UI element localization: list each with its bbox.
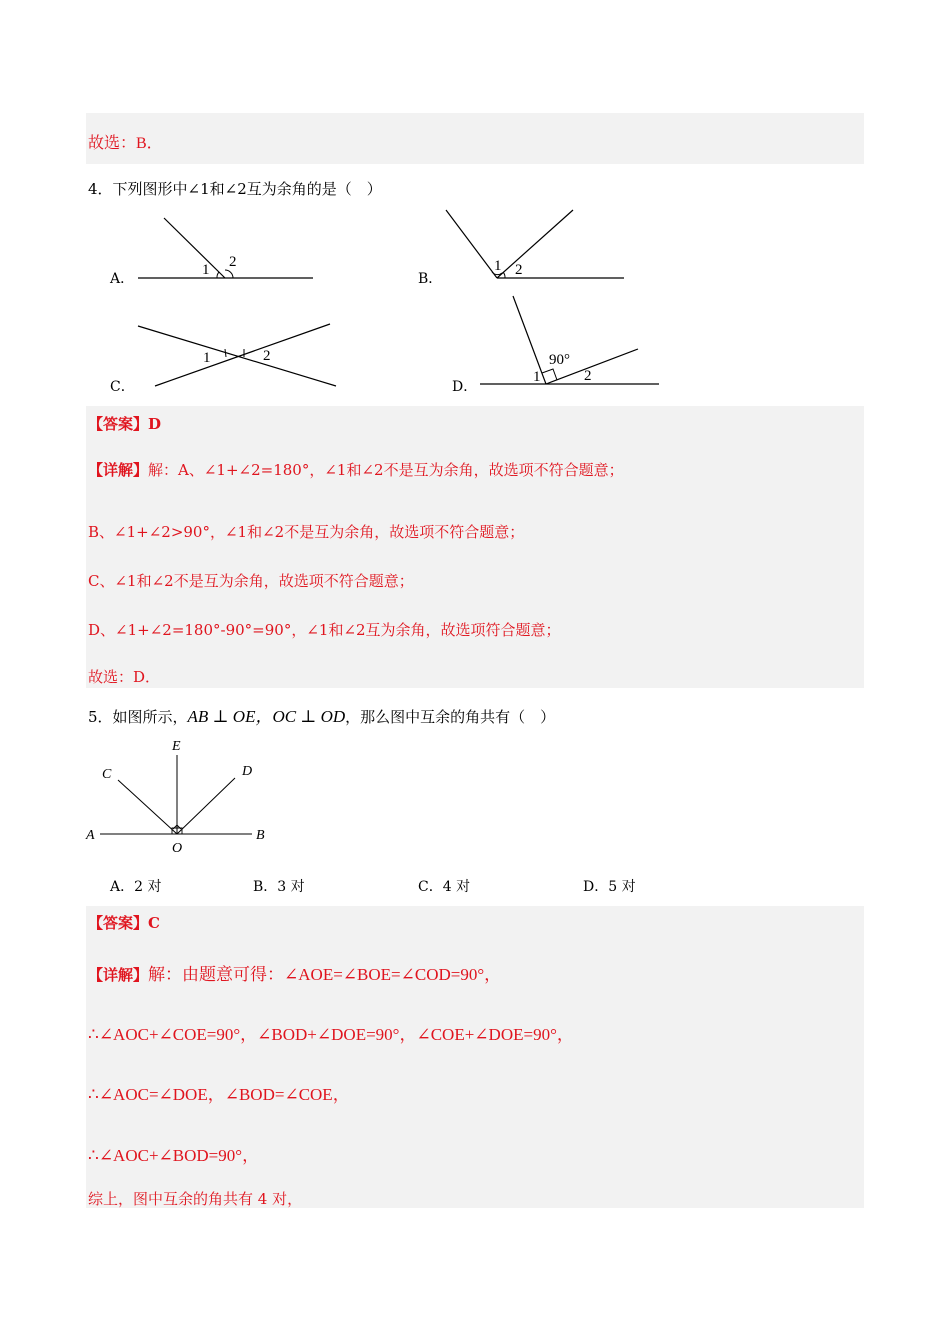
q4-d-angle-90: 90° — [549, 352, 570, 368]
q5-detail-line-5: 综上，图中互余的角共有 4 对， — [88, 1190, 303, 1208]
q4-stem: 4．下列图形中∠1和∠2互为余角的是（ ） — [88, 180, 382, 198]
q5-label-B: B — [256, 828, 265, 843]
q5-option-d: D．5 对 — [583, 879, 636, 895]
q4-conclusion: 故选：D． — [88, 668, 161, 686]
q5-detail-text-1: 解：由题意可得：∠AOE=∠BOE=∠COD=90°， — [148, 965, 502, 984]
q5-stem-math: AB ⊥ OE，OC ⊥ OD — [187, 707, 346, 726]
q5-answer: 【答案】C — [88, 914, 160, 932]
q4-option-a-label: A． — [110, 271, 135, 287]
q5-stem-prefix: 5．如图所示， — [88, 708, 188, 726]
q4-detail-line-4: D、∠1+∠2=180°-90°=90°，∠1和∠2互为余角，故选项符合题意； — [88, 621, 561, 639]
q5-option-a: A．2 对 — [110, 879, 162, 895]
q4-d-angle1: 1 — [533, 369, 541, 385]
q4-b-angle1: 1 — [494, 258, 502, 274]
q5-option-b: B．3 对 — [253, 879, 305, 895]
prev-conclusion: 故选：B． — [88, 135, 163, 152]
q5-detail-tag: 【详解】 — [88, 966, 149, 984]
q5-label-E: E — [172, 739, 181, 754]
q4-answer: 【答案】D — [88, 415, 162, 433]
q5-label-C: C — [102, 767, 112, 782]
q5-detail-line-2: ∴∠AOC+∠COE=90°，∠BOD+∠DOE=90°，∠COE+∠DOE=90°， — [88, 1025, 574, 1044]
q4-detail-line-2: B、∠1+∠2>90°，∠1和∠2不是互为余角，故选项不符合题意； — [88, 523, 525, 541]
q5-option-c: C．4 对 — [418, 879, 471, 895]
q5-label-D: D — [242, 764, 253, 779]
q4-detail-tag: 【详解】 — [88, 461, 149, 479]
q4-a-angle1: 1 — [202, 262, 210, 278]
q4-a-angle2: 2 — [229, 254, 237, 270]
q4-d-angle2: 2 — [584, 368, 592, 384]
q4-b-angle2: 2 — [515, 262, 523, 278]
q4-detail-text-1: 解：A、∠1+∠2=180°，∠1和∠2不是互为余角，故选项不符合题意； — [148, 461, 624, 479]
q5-label-A: A — [86, 828, 95, 843]
q5-detail-line-1 — [88, 960, 501, 985]
q4-detail-line-3: C、∠1和∠2不是互为余角，故选项不符合题意； — [88, 572, 414, 590]
q4-c-angle1: 1 — [203, 350, 211, 366]
q5-stem-suffix: ，那么图中互余的角共有（ ） — [345, 708, 556, 726]
q5-label-O: O — [172, 841, 183, 856]
q4-c-angle2: 2 — [263, 348, 271, 364]
q4-option-c-label: C． — [110, 379, 135, 395]
q5-detail-line-4: ∴∠AOC+∠BOD=90°， — [88, 1146, 260, 1165]
q5-detail-line-3: ∴∠AOC=∠DOE，∠BOD=∠COE， — [88, 1085, 350, 1104]
q4-option-b-label: B． — [418, 271, 443, 287]
q4-option-d-label: D． — [452, 379, 478, 395]
